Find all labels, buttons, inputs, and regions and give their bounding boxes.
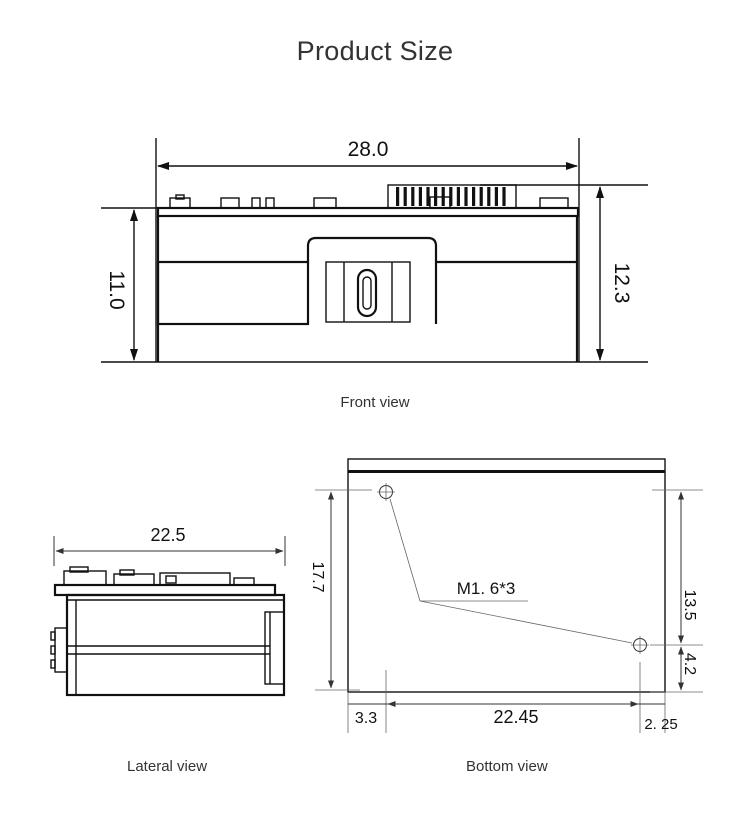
connector-pin: [419, 187, 422, 206]
connector-pin: [457, 187, 460, 206]
connector-pin: [411, 187, 414, 206]
front-connector-pins: [396, 187, 506, 206]
bottom-body: [348, 459, 665, 692]
bottom-hole-spacing-label: 22.45: [493, 707, 539, 727]
bottom-right-offset-label: 2. 25: [644, 716, 678, 733]
bottom-view-caption: Bottom view: [466, 758, 548, 775]
front-left-block: [158, 262, 308, 324]
front-component: [314, 198, 336, 208]
front-lens-inner: [363, 277, 371, 309]
lateral-pcb: [55, 585, 275, 595]
front-left-height-label: 11.0: [105, 270, 128, 310]
lateral-width-label: 22.5: [150, 525, 186, 545]
connector-pin: [464, 187, 467, 206]
connector-pin: [472, 187, 475, 206]
connector-pin: [480, 187, 483, 206]
connector-pin: [426, 187, 429, 206]
front-component-top: [176, 195, 184, 199]
connector-pin: [495, 187, 498, 206]
hole-leader-line: [390, 499, 420, 601]
page-title: Product Size: [296, 36, 454, 66]
lateral-view: [51, 525, 285, 695]
front-component: [221, 198, 239, 208]
connector-pin: [396, 187, 399, 206]
bottom-top-edge: [348, 470, 665, 473]
bottom-right-lower-label: 4.2: [681, 652, 698, 676]
lateral-component: [64, 571, 106, 585]
front-window-hump: [308, 238, 436, 262]
front-right-height-label: 12.3: [610, 262, 633, 304]
hole-spec-label: M1. 6*3: [456, 579, 516, 598]
hole-leader-line: [420, 601, 632, 643]
bottom-height-label: 17.7: [309, 561, 326, 593]
front-pcb: [158, 208, 578, 216]
connector-pin: [502, 187, 505, 206]
lateral-connector-pin: [51, 646, 55, 654]
lateral-connector-pin: [51, 660, 55, 668]
lateral-connector-pin: [51, 632, 55, 640]
front-component: [266, 198, 274, 208]
front-view-caption: Front view: [340, 394, 410, 411]
lateral-view-caption: Lateral view: [127, 758, 208, 775]
front-component: [540, 198, 568, 208]
front-connector-latch: [430, 197, 450, 208]
front-view: [101, 138, 648, 362]
connector-pin: [487, 187, 490, 206]
connector-pin: [404, 187, 407, 206]
bottom-right-upper-label: 13.5: [681, 589, 698, 621]
lateral-right-bracket: [265, 612, 284, 684]
bottom-view: [309, 459, 703, 733]
front-component: [252, 198, 260, 208]
bottom-left-offset-label: 3.3: [354, 710, 378, 727]
front-width-label: 28.0: [347, 138, 389, 161]
lateral-component-detail: [166, 576, 176, 583]
lateral-left-connector: [55, 628, 67, 672]
lateral-body: [67, 595, 284, 695]
